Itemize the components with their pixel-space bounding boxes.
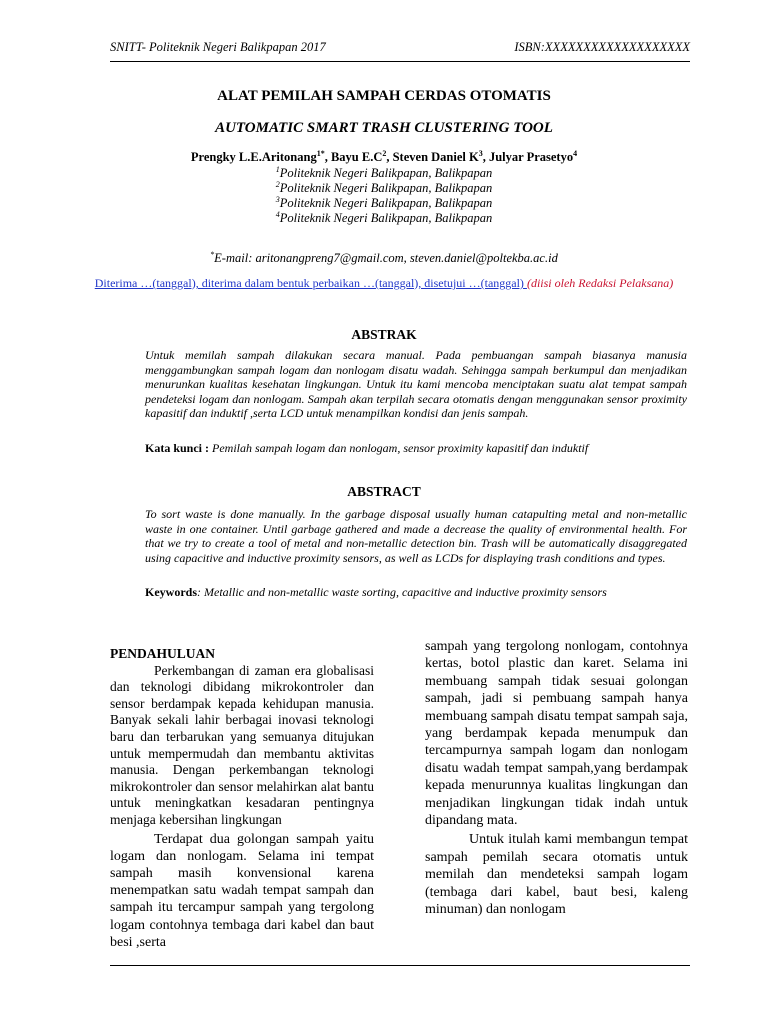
email-text: E-mail: aritonangpreng7@gmail.com, steven.daniel@poltekba.ac.id — [214, 251, 558, 265]
paper-title: ALAT PEMILAH SAMPAH CERDAS OTOMATIS — [217, 88, 551, 104]
author-sep: , — [482, 150, 489, 164]
open-paren: ( — [526, 276, 531, 290]
author-list — [80, 150, 688, 165]
abstract-body: To sort waste is done manually. In the garbage disposal usually human catapulting metal and non-metallic waste in one container. Until garbage gathered and made a decrease the quality of environmental health. For that we try to create a tool of metal and non-metallic detection bin. Trash will be automatically disaggregated using capacitive and inductive proximity sensors, as well as LCDs for displaying trash conditions and types. — [145, 507, 687, 565]
affiliation-sup: 1 — [275, 164, 280, 174]
affiliation-sup: 4 — [275, 209, 280, 219]
affiliation — [80, 196, 688, 211]
author: Julyar Prasetyo — [488, 150, 574, 164]
author: Steven Daniel K — [392, 150, 479, 164]
affiliation-sup: 2 — [275, 179, 280, 189]
editor-note: diisi oleh Redaksi Pelaksana — [530, 276, 670, 290]
pendahuluan-heading: PENDAHULUAN — [110, 646, 216, 661]
running-header-right: ISBN:XXXXXXXXXXXXXXXXXXX — [514, 40, 690, 54]
abstract-keywords-label: Keywords — [145, 585, 197, 599]
affiliation-text: Politeknik Negeri Balikpapan, Balikpapan — [279, 181, 493, 195]
paragraph: sampah yang tergolong nonlogam, contohnya kertas, botol plastic dan karet. Selama ini membuang sampah tidak sesuai golongan sampah, jadi si pembuang sampah hanya membuang sampah disatu tempat sampah saja, yang berdampak kepada menumpuk dan tercampurnya sampah logam dan nonlogam disatu wadah tempat sampah,yang berdampak kepada menurunnya kualitas lingkungan dan menjadikan lingkungan tidak indah untuk dipandang mata. — [425, 639, 688, 829]
affiliation-text: Politeknik Negeri Balikpapan, Balikpapan — [279, 196, 493, 210]
affiliation-list — [80, 166, 688, 226]
author-sup: 1* — [316, 148, 325, 158]
affiliation-text: Politeknik Negeri Balikpapan, Balikpapan — [279, 166, 493, 180]
author-sep: , — [386, 150, 393, 164]
paragraph: Terdapat dua golongan sampah yaitu logam dan nonlogam. Selama ini tempat sampah masih konvensional karena menempatkan satu wadah tempat sampah dan sampah itu tercampur sampah yang tergolong logam contohnya tembaga dari kabel dan baut besi ,serta — [110, 831, 374, 950]
paragraph: Untuk itulah kami membangun tempat sampah pemilah secara otomatis untuk memilah dan mendeteksi sampah logam (tembaga dari kabel, baut besi, kaleng minuman) dan nonlogam — [425, 832, 688, 918]
right-column — [425, 638, 688, 919]
close-paren: ) — [669, 276, 674, 290]
email-sup: * — [210, 249, 215, 259]
paragraph: Perkembangan di zaman era globalisasi dan teknologi dibidang mikrokontroler dan sensor berdampak kepada kehidupan manusia. Banyak sekali lahir berbagai inovasi teknologi baru dan terbarukan yang semuanya ditujukan untuk mempermudah dan membantu aktivitas manusia. Dengan perkembangan teknologi mikrokontroler dan sensor melahirkan alat bantu untuk meningkatkan kesadaran pentingnya menjaga kebersihan lingkungan — [110, 662, 374, 827]
received-dates-link[interactable]: Diterima …(tanggal), diterima dalam bentuk perbaikan …(tanggal), disetujui …(tanggal) — [94, 276, 527, 290]
affiliation — [80, 211, 688, 226]
author-sup: 2 — [382, 148, 387, 158]
author-sup: 3 — [478, 148, 483, 158]
affiliation-text: Politeknik Negeri Balikpapan, Balikpapan — [279, 211, 493, 225]
received-dates — [80, 276, 688, 291]
abstract-heading: ABSTRACT — [347, 484, 421, 499]
footer-rule — [110, 965, 690, 966]
abstract-keywords — [145, 585, 687, 600]
paper-subtitle: AUTOMATIC SMART TRASH CLUSTERING TOOL — [215, 120, 553, 136]
abstrak-keywords-text: Pemilah sampah logam dan nonlogam, sensor proximity kapasitif dan induktif — [209, 441, 589, 455]
affiliation — [80, 181, 688, 196]
author-email — [80, 251, 688, 266]
abstrak-keywords-label: Kata kunci : — [145, 441, 210, 455]
abstrak-keywords — [145, 441, 687, 456]
abstrak-body: Untuk memilah sampah dilakukan secara manual. Pada pembuangan sampah biasanya manusia menggambungkan sampah logam dan nonlogam disatu wadah. Sehingga sampah berkumpul dan menjadikan menurunkan kualitas kesehatan lingkungan. Untuk itu kami mencoba menciptakan suatu alat tempat sampah pendeteksi logam dan nonlogam. Sampah akan terpilah secara otomatis dengan menggunakan sensor proximity kapasitif dan induktif ,serta LCD untuk menampilkan kondisi dan jenis sampah. — [145, 348, 687, 420]
abstrak-heading: ABSTRAK — [351, 327, 417, 342]
affiliation — [80, 166, 688, 181]
running-header-left: SNITT- Politeknik Negeri Balikpapan 2017 — [110, 40, 326, 54]
affiliation-sup: 3 — [275, 194, 280, 204]
author: Bayu E.C — [330, 150, 383, 164]
abstract-keywords-text: : Metallic and non-metallic waste sorting, capacitive and inductive proximity sensors — [197, 585, 607, 599]
header-rule — [110, 61, 690, 62]
author-sep: , — [324, 150, 331, 164]
author: Prengky L.E.Aritonang — [190, 150, 317, 164]
author-sup: 4 — [573, 148, 578, 158]
left-column — [110, 646, 374, 951]
